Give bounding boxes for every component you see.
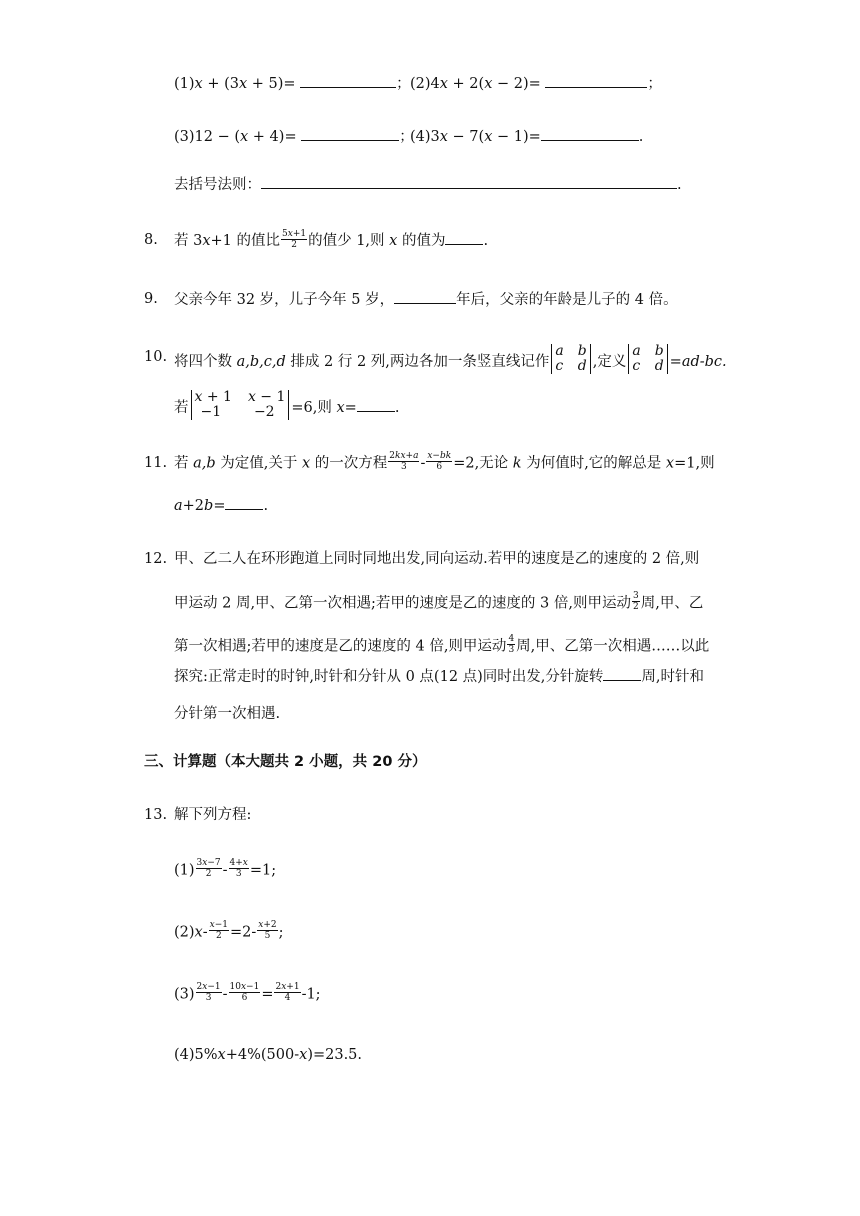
- q12-fraction1: $\frac{3}{2}$: [633, 591, 639, 612]
- q8-fraction: $\frac{\text{5𝑥+1}}{2}$: [282, 228, 307, 250]
- q9-text: 父亲今年 32 岁，儿子今年 5 岁， 年后，父亲的年龄是儿子的 4 倍。: [174, 289, 678, 310]
- q12-line4: 探究:正常走时的时钟,时针和分针从 0 点(12 点)同时出发,分针旋转 周,时针和: [174, 666, 704, 687]
- q10-matrix-def: 𝑎 𝑏 𝑐 𝑑: [628, 344, 667, 374]
- q7-rule-label: 去括号法则：: [174, 177, 261, 193]
- q7-row2b: (4)3𝑥 − 7(𝑥 − 1)= .: [410, 126, 643, 147]
- q10-matrix: 𝑎 𝑏 𝑐 𝑑: [551, 344, 590, 374]
- q12-line5: 分针第一次相遇.: [174, 706, 281, 722]
- q9-number: 9.: [144, 291, 158, 307]
- q11-fraction2: $\frac{\text{𝑥−𝑏𝑘}}{6}$: [427, 451, 452, 472]
- q10-matrix-given: 𝑥 + 1 𝑥 − 1 −1 −2: [191, 390, 290, 420]
- q7-part3: (3)12 − (𝑥 + 4)=: [174, 129, 302, 145]
- q7-row2: (3)12 − (𝑥 + 4)= ；: [174, 126, 414, 147]
- q7-part4: (4)3𝑥 − 7(𝑥 − 1)=: [410, 129, 541, 145]
- q13-eq3-frac2: $\frac{\text{10𝑥−1}}{6}$: [229, 982, 260, 1003]
- q10-answer-blank[interactable]: [357, 397, 395, 412]
- q13-title: 解下列方程:: [174, 807, 252, 823]
- q13-eq3: (3) $\frac{\text{2𝑥−1}}{3}$ - $\frac{\text{10𝑥−1}}{6}$ = $\frac{\text{2𝑥+1}}{4}$ -1;: [174, 982, 321, 1003]
- q11-line1: 若 a,b 为定值,关于 x 的一次方程 $\frac{\text{2𝑘𝑥+𝑎}}{3}$ - $\frac{\text{𝑥−𝑏𝑘}}{6}$ =2,无论 k 为何值时,它的解总是 x=1,则: [174, 451, 715, 472]
- q8-number: 8.: [144, 232, 158, 248]
- q10-number: 10.: [144, 349, 168, 365]
- q11-line2: a+2b= .: [174, 495, 268, 516]
- q11-answer-blank[interactable]: [225, 495, 263, 510]
- q12-fraction2: $\frac{4}{3}$: [508, 634, 515, 655]
- q13-eq2: (2)x- $\frac{\text{𝑥−1}}{2}$ =2- $\frac{\text{𝑥+2}}{5}$ ;: [174, 920, 284, 941]
- q12-number: 12.: [144, 551, 168, 567]
- q13-eq2-frac2: $\frac{\text{𝑥+2}}{5}$: [258, 920, 277, 941]
- q7-rule-blank[interactable]: [261, 174, 677, 189]
- q13-eq1-frac2: $\frac{\text{4+𝑥}}{3}$: [229, 858, 248, 879]
- q9-answer-blank[interactable]: [394, 289, 456, 304]
- q8-text: 若 3x+1 的值比 $\frac{\text{5𝑥+1}}{2}$ 的值少 1,则 x 的值为 .: [174, 228, 489, 250]
- q8-answer-blank[interactable]: [445, 230, 483, 245]
- q13-eq3-frac3: $\frac{\text{2𝑥+1}}{4}$: [275, 982, 300, 1003]
- q11-fraction1: $\frac{\text{2𝑘𝑥+𝑎}}{3}$: [389, 451, 419, 472]
- q10-line2: 若 𝑥 + 1 𝑥 − 1 −1 −2 =6,则 x= .: [174, 389, 400, 420]
- q7-part2: (2)4𝑥 + 2(𝑥 − 2)=: [410, 76, 546, 92]
- q7-blank3[interactable]: [301, 126, 399, 141]
- q7-rule: 去括号法则： .: [174, 174, 682, 195]
- q13-eq1: (1) $\frac{\text{3𝑥−7}}{2}$ - $\frac{\text{4+𝑥}}{3}$ =1;: [174, 858, 277, 879]
- section-3-heading: 三、计算题（本大题共 2 小题，共 20 分）: [144, 754, 427, 770]
- q7-blank4[interactable]: [541, 126, 639, 141]
- q7-blank1[interactable]: [300, 73, 396, 88]
- q12-line2: 甲运动 2 周,甲、乙第一次相遇;若甲的速度是乙的速度的 3 倍,则甲运动 $\frac{3}{2}$ 周,甲、乙: [174, 591, 704, 612]
- q13-number: 13.: [144, 807, 168, 823]
- q7-blank2[interactable]: [545, 73, 647, 88]
- q13-eq3-frac1: $\frac{\text{2𝑥−1}}{3}$: [196, 982, 221, 1003]
- q13-eq1-frac1: $\frac{\text{3𝑥−7}}{2}$: [196, 858, 221, 879]
- q11-number: 11.: [144, 455, 168, 471]
- q7-row1: (1)𝑥 + (3𝑥 + 5)= ；: [174, 73, 411, 94]
- q7-row1b: (2)4𝑥 + 2(𝑥 − 2)= ；: [410, 73, 662, 94]
- q7-part1: (1)𝑥 + (3𝑥 + 5)=: [174, 76, 301, 92]
- q12-answer-blank[interactable]: [603, 666, 641, 681]
- q12-line3: 第一次相遇;若甲的速度是乙的速度的 4 倍,则甲运动 $\frac{4}{3}$ 周,甲、乙第一次相遇……以此: [174, 634, 710, 655]
- q12-line1: 甲、乙二人在环形跑道上同时同地出发,同向运动.若甲的速度是乙的速度的 2 倍,则: [174, 551, 700, 567]
- q13-eq4: (4)5%x+4%(500-x)=23.5.: [174, 1047, 363, 1063]
- q13-eq2-frac1: $\frac{\text{𝑥−1}}{2}$: [209, 920, 228, 941]
- q10-line1: 将四个数 a,b,c,d 排成 2 行 2 列,两边各加一条竖直线记作 𝑎 𝑏 𝑐 𝑑 ,定义 𝑎 𝑏 𝑐 𝑑 =ad-bc.: [174, 343, 727, 374]
